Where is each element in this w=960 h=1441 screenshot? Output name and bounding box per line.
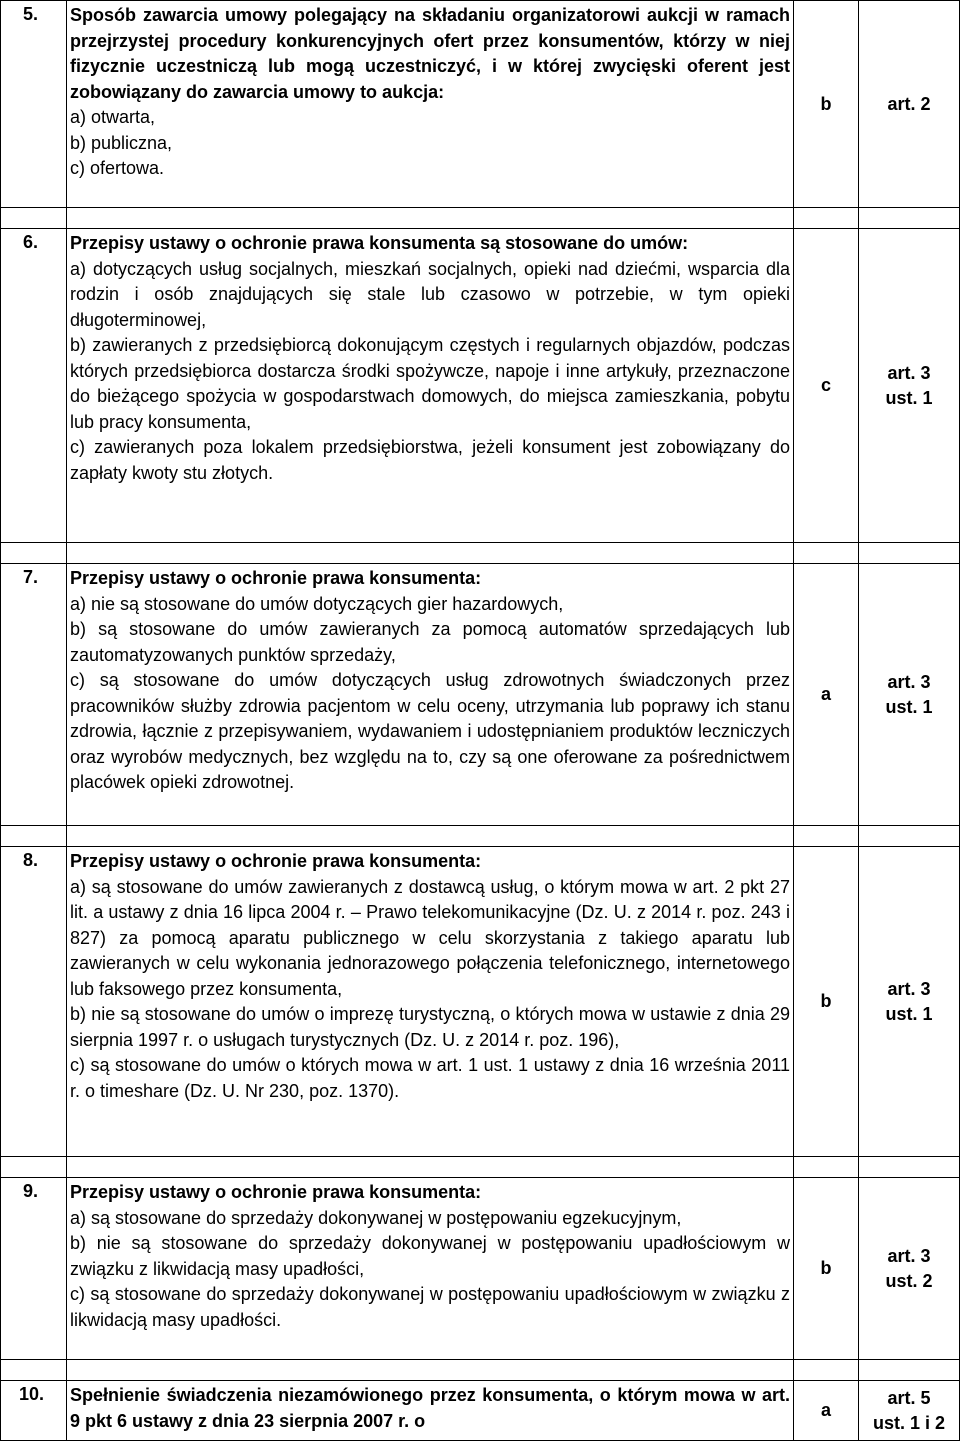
- reference-line: art. 5: [887, 1387, 931, 1408]
- legal-reference: [859, 564, 960, 826]
- legal-reference: [859, 1381, 960, 1441]
- question-row-6: [1, 229, 960, 543]
- question-text: Przepisy ustawy o ochronie prawa konsumenta:: [70, 1182, 482, 1202]
- question-text: Przepisy ustawy o ochronie prawa konsumenta są stosowane do umów:: [70, 233, 689, 253]
- option-a: a) nie są stosowane do umów dotyczących gier hazardowych,: [70, 593, 564, 614]
- spacer-row: [1, 826, 960, 847]
- reference-line: art. 3: [887, 1245, 931, 1266]
- question-text: Przepisy ustawy o ochronie prawa konsumenta:: [70, 851, 482, 871]
- answer-letter: b: [794, 1178, 859, 1360]
- legal-reference: [859, 1, 960, 208]
- spacer-row: [1, 1360, 960, 1381]
- reference-line: ust. 2: [885, 1270, 933, 1291]
- reference-line: ust. 1: [885, 387, 933, 408]
- spacer-row: [1, 208, 960, 229]
- option-c: c) są stosowane do umów o których mowa w art. 1 ust. 1 ustawy z dnia 16 września 2011 r. o timeshare (Dz. U. Nr 230, poz. 1370).: [70, 1055, 790, 1101]
- legal-reference: [859, 1178, 960, 1360]
- question-text: Przepisy ustawy o ochronie prawa konsumenta:: [70, 568, 482, 588]
- option-b: b) publiczna,: [70, 132, 173, 153]
- question-number: 7.: [1, 564, 67, 826]
- question-row-10: [1, 1381, 960, 1441]
- question-text-cell: [67, 564, 794, 826]
- option-b: b) zawieranych z przedsiębiorcą dokonującym częstych i regularnych objazdów, podczas których przedsiębiorca dostarcza środki spożywcze, napoje i inne artykuły, przeznaczone do bieżącego spożycia w gospodarstwach domowych, do miejsca zamieszkania, pobytu lub pracy konsumenta,: [70, 335, 790, 432]
- question-text-cell: [67, 1381, 794, 1441]
- question-row-5: [1, 1, 960, 208]
- question-text-cell: [67, 847, 794, 1157]
- answer-letter: c: [794, 229, 859, 543]
- option-c: c) są stosowane do umów dotyczących usług zdrowotnych świadczonych przez pracowników służby zdrowia pacjentom w celu oceny, utrzymania lub poprawy ich stanu zdrowia, łącznie z przepisywaniem, wydawaniem i udostępnianiem produktów leczniczych oraz wyrobów medycznych, bez względu na to, czy są one oferowane za pośrednictwem placówek opieki zdrowotnej.: [70, 670, 790, 792]
- option-a: a) dotyczących usług socjalnych, mieszkań socjalnych, opieki nad dziećmi, wsparcia dla rodzin i osób znajdujących się stale lub czasowo w potrzebie, w tym opieki długoterminowej,: [70, 258, 790, 330]
- reference-line: art. 2: [887, 93, 931, 114]
- answer-letter: b: [794, 1, 859, 208]
- reference-line: art. 3: [887, 978, 931, 999]
- reference-line: art. 3: [887, 671, 931, 692]
- reference-line: ust. 1: [885, 1003, 933, 1024]
- question-number: 6.: [1, 229, 67, 543]
- question-text-cell: [67, 1178, 794, 1360]
- legal-reference: [859, 229, 960, 543]
- option-c: c) zawieranych poza lokalem przedsiębiorstwa, jeżeli konsument jest zobowiązany do zapłaty kwoty stu złotych.: [70, 437, 790, 483]
- option-b: b) są stosowane do umów zawieranych za pomocą automatów sprzedających lub zautomatyzowanych punktów sprzedaży,: [70, 619, 790, 665]
- option-b: b) nie są stosowane do sprzedaży dokonywanej w postępowaniu upadłościowym w związku z likwidacją masy upadłości,: [70, 1233, 790, 1279]
- spacer-row: [1, 1157, 960, 1178]
- question-row-8: [1, 847, 960, 1157]
- question-number: 10.: [1, 1381, 67, 1441]
- legal-reference: [859, 847, 960, 1157]
- question-text: Sposób zawarcia umowy polegający na składaniu organizatorowi aukcji w ramach przejrzystej procedury konkurencyjnych ofert przez konsumentów, którzy w niej fizycznie uczestniczą lub mogą uczestniczyć, i w której zwycięski oferent jest zobowiązany do zawarcia umowy to aukcja:: [70, 5, 790, 102]
- reference-line: art. 3: [887, 362, 931, 383]
- option-c: c) są stosowane do sprzedaży dokonywanej w postępowaniu upadłościowym w związku z likwidacją masy upadłości.: [70, 1284, 790, 1330]
- question-text-cell: [67, 229, 794, 543]
- answer-letter: a: [794, 1381, 859, 1441]
- option-c: c) ofertowa.: [70, 158, 165, 178]
- answer-letter: a: [794, 564, 859, 826]
- question-row-9: [1, 1178, 960, 1360]
- option-a: a) są stosowane do umów zawieranych z dostawcą usług, o którym mowa w art. 2 pkt 27 lit. a ustawy z dnia 16 lipca 2004 r. – Prawo telekomunikacyjne (Dz. U. z 2014 r. poz. 243 i 827) za pomocą aparatu publicznego w celu skorzystania z takiego aparatu lub zawieranych w celu wykonania jednorazowego połączenia telefonicznego, internetowego lub faksowego przez konsumenta,: [70, 876, 790, 999]
- option-a: a) są stosowane do sprzedaży dokonywanej w postępowaniu egzekucyjnym,: [70, 1207, 682, 1228]
- option-a: a) otwarta,: [70, 107, 156, 127]
- answer-letter: b: [794, 847, 859, 1157]
- spacer-row: [1, 543, 960, 564]
- reference-line: ust. 1: [885, 696, 933, 717]
- option-b: b) nie są stosowane do umów o imprezę turystyczną, o których mowa w ustawie z dnia 29 sierpnia 1997 r. o usługach turystycznych (Dz. U. z 2014 r. poz. 196),: [70, 1004, 790, 1050]
- question-text-cell: [67, 1, 794, 208]
- reference-line: ust. 1 i 2: [872, 1412, 946, 1433]
- question-number: 9.: [1, 1178, 67, 1360]
- question-number: 5.: [1, 1, 67, 208]
- question-text: Spełnienie świadczenia niezamówionego przez konsumenta, o którym mowa w art. 9 pkt 6 ustawy z dnia 23 sierpnia 2007 r. o: [70, 1385, 790, 1431]
- question-number: 8.: [1, 847, 67, 1157]
- question-row-7: [1, 564, 960, 826]
